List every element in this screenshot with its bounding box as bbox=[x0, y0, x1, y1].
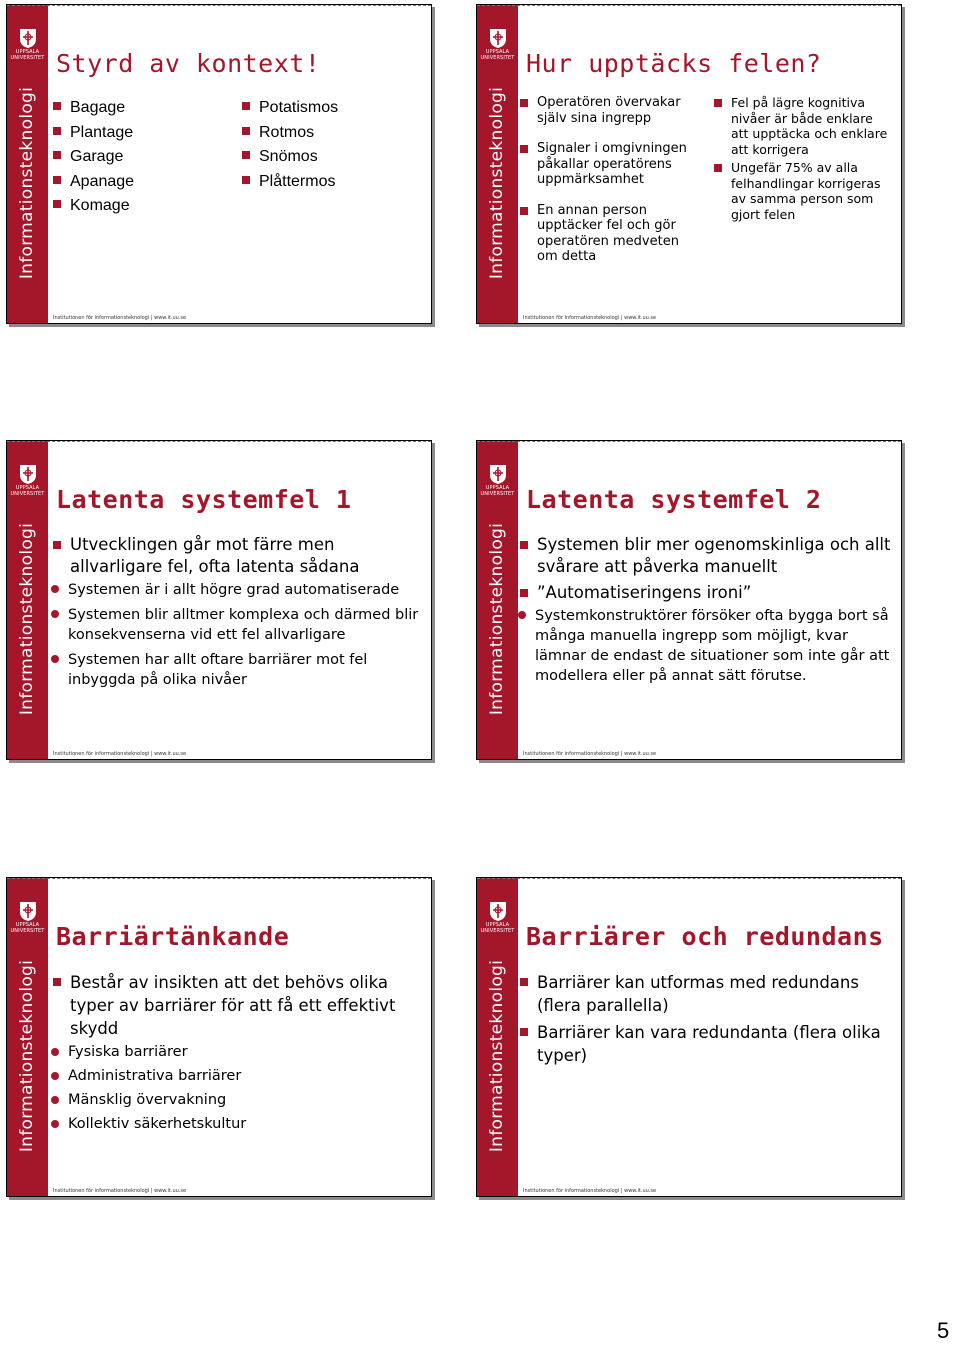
slide-title: Barriärer och redundans bbox=[526, 922, 884, 951]
logo-text-line2: UNIVERSITET bbox=[480, 491, 515, 497]
square-bullet-icon bbox=[242, 102, 250, 110]
sidebar-label: Informationsteknologi bbox=[17, 522, 38, 716]
logo-text-line1: UPPSALA bbox=[485, 922, 510, 928]
slide-sidebar bbox=[7, 5, 48, 323]
list-item: Operatören övervakar själv sina ingrepp bbox=[520, 95, 695, 126]
square-bullet-icon bbox=[53, 541, 61, 549]
slide-sidebar bbox=[7, 878, 48, 1196]
list-item: Plåttermos bbox=[242, 170, 338, 195]
list-item: Barriärer kan utformas med redundans (flera parallella) bbox=[520, 971, 895, 1017]
bullet-block bbox=[520, 971, 895, 1067]
round-bullet-icon bbox=[51, 1048, 59, 1056]
list-item: Bagage bbox=[53, 96, 134, 121]
round-bullet-icon bbox=[518, 611, 526, 619]
list-item: Snömos bbox=[242, 145, 338, 170]
list-item: En annan person upptäcker fel och gör operatören medveten om detta bbox=[520, 203, 695, 265]
square-bullet-icon bbox=[520, 589, 528, 597]
slide-footer: Institutionen för informationsteknologi | www.it.uu.se bbox=[523, 315, 657, 321]
slide-2 bbox=[476, 4, 902, 324]
sub-list-item: Kollektiv säkerhetskultur bbox=[51, 1112, 423, 1136]
list-item: Barriärer kan vara redundanta (flera olika typer) bbox=[520, 1021, 895, 1067]
slide-title: Latenta systemfel 1 bbox=[56, 485, 352, 514]
square-bullet-icon bbox=[520, 99, 528, 107]
list-item: Garage bbox=[53, 145, 134, 170]
sub-list-item: Fysiska barriärer bbox=[51, 1040, 423, 1064]
left-word-list bbox=[53, 96, 134, 219]
university-logo bbox=[9, 463, 46, 503]
sidebar-label: Informationsteknologi bbox=[487, 959, 508, 1153]
list-item: Signaler i omgivningen påkallar operatörens uppmärksamhet bbox=[520, 141, 695, 188]
square-bullet-icon bbox=[53, 200, 61, 208]
sub-list-item: Systemkonstruktörer försöker ofta bygga bort så många manuella ingrepp som möjligt, kvar lämnar de endast de situationer som inte går att modellera eller på annat sätt förutse. bbox=[518, 606, 895, 686]
square-bullet-icon bbox=[520, 541, 528, 549]
logo-text-line1: UPPSALA bbox=[15, 922, 40, 928]
slide-footer: Institutionen för informationsteknologi | www.it.uu.se bbox=[53, 1188, 187, 1194]
square-bullet-icon bbox=[53, 127, 61, 135]
round-bullet-icon bbox=[51, 585, 59, 593]
logo-text-line1: UPPSALA bbox=[15, 485, 40, 491]
slide-sidebar bbox=[477, 878, 518, 1196]
slide-3 bbox=[6, 440, 432, 760]
square-bullet-icon bbox=[53, 978, 61, 986]
list-item: Potatismos bbox=[242, 96, 338, 121]
logo-text-line2: UNIVERSITET bbox=[10, 928, 45, 934]
list-item: Fel på lägre kognitiva nivåer är både enklare att upptäcka och enklare att korrigera bbox=[714, 95, 894, 157]
right-word-list bbox=[242, 96, 338, 194]
right-bullet-list bbox=[714, 95, 894, 222]
logo-text-line1: UPPSALA bbox=[485, 49, 510, 55]
university-logo bbox=[479, 27, 516, 67]
university-logo bbox=[479, 463, 516, 503]
sub-list-item: Systemen blir alltmer komplexa och därmed blir konsekvenserna vid ett fel allvarligare bbox=[51, 605, 423, 645]
slide-footer: Institutionen för informationsteknologi | www.it.uu.se bbox=[53, 315, 187, 321]
slide-footer: Institutionen för informationsteknologi | www.it.uu.se bbox=[523, 751, 657, 757]
list-item: Apanage bbox=[53, 170, 134, 195]
round-bullet-icon bbox=[51, 1096, 59, 1104]
slide-6 bbox=[476, 877, 902, 1197]
square-bullet-icon bbox=[53, 151, 61, 159]
slide-title: Latenta systemfel 2 bbox=[526, 485, 822, 514]
square-bullet-icon bbox=[242, 127, 250, 135]
logo-text-line2: UNIVERSITET bbox=[480, 928, 515, 934]
square-bullet-icon bbox=[53, 102, 61, 110]
slide-1 bbox=[6, 4, 432, 324]
logo-text-line2: UNIVERSITET bbox=[480, 55, 515, 61]
sub-list-item: Administrativa barriärer bbox=[51, 1064, 423, 1088]
sidebar-label: Informationsteknologi bbox=[17, 86, 38, 280]
square-bullet-icon bbox=[520, 207, 528, 215]
sub-list-item: Systemen är i allt högre grad automatiserade bbox=[51, 580, 423, 600]
slide-footer: Institutionen för informationsteknologi | www.it.uu.se bbox=[53, 751, 187, 757]
square-bullet-icon bbox=[520, 978, 528, 986]
slide-title: Barriärtänkande bbox=[56, 922, 290, 951]
list-item: ”Automatiseringens ironi” bbox=[520, 582, 895, 604]
list-item: Komage bbox=[53, 194, 134, 219]
logo-text-line2: UNIVERSITET bbox=[10, 491, 45, 497]
square-bullet-icon bbox=[520, 1028, 528, 1036]
round-bullet-icon bbox=[51, 1072, 59, 1080]
square-bullet-icon bbox=[520, 145, 528, 153]
bullet-block bbox=[53, 971, 423, 1136]
slide-title: Hur upptäcks felen? bbox=[526, 49, 822, 78]
slide-title: Styrd av kontext! bbox=[56, 49, 321, 78]
round-bullet-icon bbox=[51, 610, 59, 618]
square-bullet-icon bbox=[714, 99, 722, 107]
slide-footer: Institutionen för informationsteknologi | www.it.uu.se bbox=[523, 1188, 657, 1194]
page-number: 5 bbox=[937, 1318, 950, 1343]
square-bullet-icon bbox=[714, 164, 722, 172]
sidebar-label: Informationsteknologi bbox=[487, 522, 508, 716]
sidebar-label: Informationsteknologi bbox=[487, 86, 508, 280]
round-bullet-icon bbox=[51, 1120, 59, 1128]
square-bullet-icon bbox=[53, 176, 61, 184]
square-bullet-icon bbox=[242, 176, 250, 184]
sidebar-label: Informationsteknologi bbox=[17, 959, 38, 1153]
logo-text-line2: UNIVERSITET bbox=[10, 55, 45, 61]
university-logo bbox=[9, 27, 46, 67]
list-item: Ungefär 75% av alla felhandlingar korrigeras av samma person som gjort felen bbox=[714, 160, 894, 222]
left-bullet-list bbox=[520, 95, 695, 265]
list-item: Rotmos bbox=[242, 121, 338, 146]
slide-4 bbox=[476, 440, 902, 760]
slide-sidebar bbox=[477, 441, 518, 759]
slide-5 bbox=[6, 877, 432, 1197]
list-item: Plantage bbox=[53, 121, 134, 146]
bullet-block bbox=[53, 534, 423, 690]
square-bullet-icon bbox=[242, 151, 250, 159]
slide-sidebar bbox=[477, 5, 518, 323]
university-logo bbox=[479, 900, 516, 940]
sub-list-item: Systemen har allt oftare barriärer mot fel inbyggda på olika nivåer bbox=[51, 650, 423, 690]
list-item: Systemen blir mer ogenomskinliga och allt svårare att påverka manuellt bbox=[520, 534, 895, 578]
logo-text-line1: UPPSALA bbox=[15, 49, 40, 55]
logo-text-line1: UPPSALA bbox=[485, 485, 510, 491]
university-logo bbox=[9, 900, 46, 940]
sub-list-item: Mänsklig övervakning bbox=[51, 1088, 423, 1112]
slide-sidebar bbox=[7, 441, 48, 759]
bullet-block bbox=[520, 534, 895, 686]
list-item: Består av insikten att det behövs olika typer av barriärer för att få ett effektivt skydd bbox=[53, 971, 423, 1040]
round-bullet-icon bbox=[51, 655, 59, 663]
list-item: Utvecklingen går mot färre men allvarligare fel, ofta latenta sådana bbox=[53, 534, 423, 578]
